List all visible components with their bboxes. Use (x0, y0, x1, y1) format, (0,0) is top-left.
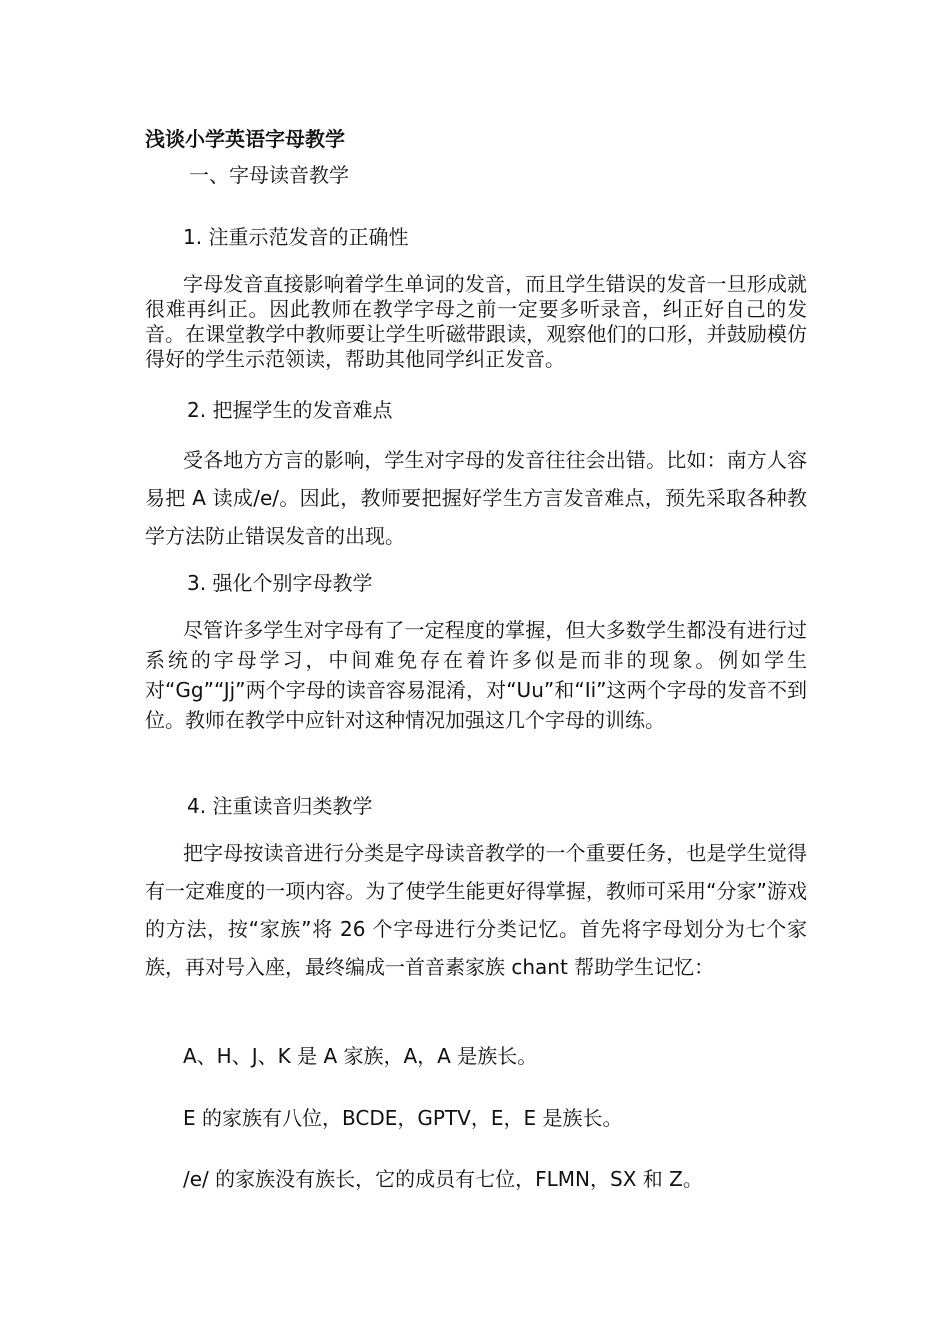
paragraph-3: 尽管许多学生对字母有了一定程度的掌握，但大多数学生都没有进行过系统的字母学习，中间难免存在着许多似是而非的现象。例如学生对“Gg”“Jj”两个字母的读音容易混淆，对“Uu”和“Ii”这两个字母的发音不到位。教师在教学中应针对这种情况加强这几个字母的训练。 (145, 618, 807, 732)
paragraph-4: 把字母按读音进行分类是字母读音教学的一个重要任务，也是学生觉得有一定难度的一项内容。为了使学生能更好得掌握，教师可采用“分家”游戏的方法，按“家族”将 26 个字母进行分类记忆。首先将字母划分为七个家族，再对号入座，最终编成一首音素家族 chant 帮助学生记忆： (145, 841, 807, 979)
subheading-4: 4. 注重读音归类教学 (187, 794, 373, 818)
chant-line-1: A、H、J、K 是 A 家族，A，A 是族长。 (183, 1044, 538, 1068)
paragraph-1: 字母发音直接影响着学生单词的发音，而且学生错误的发音一旦形成就很难再纠正。因此教师在教学字母之前一定要多听录音，纠正好自己的发音。在课堂教学中教师要让学生听磁带跟读，观察他们的口形，并鼓励模仿得好的学生示范领读，帮助其他同学纠正发音。 (145, 272, 807, 371)
chant-line-3: /e/ 的家族没有族长，它的成员有七位，FLMN，SX 和 Z。 (183, 1167, 703, 1191)
document-title: 浅谈小学英语字母教学 (145, 127, 345, 151)
subheading-2: 2. 把握学生的发音难点 (187, 398, 393, 422)
subheading-1: 1. 注重示范发音的正确性 (183, 225, 409, 249)
chant-line-2: E 的家族有八位，BCDE，GPTV，E，E 是族长。 (183, 1106, 623, 1130)
subheading-3: 3. 强化个别字母教学 (187, 571, 373, 595)
paragraph-2: 受各地方方言的影响，学生对字母的发音往往会出错。比如：南方人容易把 A 读成/e/。因此，教师要把握好学生方言发音难点，预先采取各种教学方法防止错误发音的出现。 (145, 448, 807, 548)
section-heading: 一、字母读音教学 (189, 163, 349, 187)
